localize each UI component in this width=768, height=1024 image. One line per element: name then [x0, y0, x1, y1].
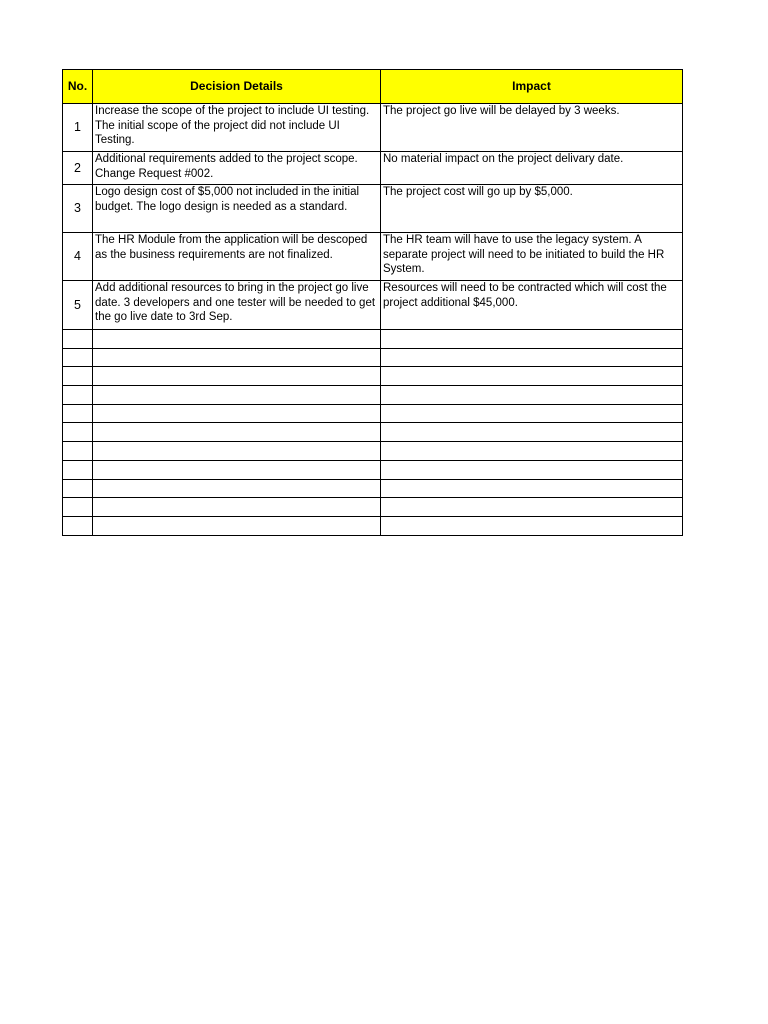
row-number-cell[interactable]: 1	[63, 104, 93, 152]
decision-details-cell[interactable]: The HR Module from the application will be descoped as the business requirements are not finalized.	[93, 233, 381, 281]
table-row	[63, 152, 683, 185]
row-number-cell[interactable]	[63, 460, 93, 479]
impact-cell[interactable]: The HR team will have to use the legacy system. A separate project will need to be initiated to build the HR System.	[381, 233, 683, 281]
impact-cell[interactable]	[381, 516, 683, 535]
table-row	[63, 185, 683, 233]
empty-table-row	[63, 498, 683, 517]
impact-cell[interactable]	[381, 423, 683, 442]
impact-cell[interactable]: The project cost will go up by $5,000.	[381, 185, 683, 233]
decision-details-cell[interactable]: Logo design cost of $5,000 not included in the initial budget. The logo design is needed as a standard.	[93, 185, 381, 233]
impact-cell[interactable]: The project go live will be delayed by 3 weeks.	[381, 104, 683, 152]
empty-table-row	[63, 516, 683, 535]
impact-cell[interactable]	[381, 498, 683, 517]
decision-details-cell[interactable]	[93, 442, 381, 461]
empty-table-row	[63, 348, 683, 367]
header-no[interactable]: No.	[63, 70, 93, 104]
impact-cell[interactable]	[381, 460, 683, 479]
row-number-cell[interactable]: 5	[63, 281, 93, 330]
impact-cell[interactable]	[381, 367, 683, 386]
empty-table-row	[63, 367, 683, 386]
impact-cell[interactable]	[381, 442, 683, 461]
row-number-cell[interactable]	[63, 479, 93, 498]
impact-cell[interactable]	[381, 404, 683, 423]
impact-cell[interactable]: No material impact on the project delivary date.	[381, 152, 683, 185]
empty-table-row	[63, 479, 683, 498]
decision-details-cell[interactable]: Increase the scope of the project to include UI testing. The initial scope of the project did not include UI Testing.	[93, 104, 381, 152]
impact-cell[interactable]	[381, 479, 683, 498]
impact-cell[interactable]	[381, 386, 683, 405]
table-body	[63, 104, 683, 536]
empty-table-row	[63, 442, 683, 461]
header-impact[interactable]: Impact	[381, 70, 683, 104]
decision-details-cell[interactable]	[93, 423, 381, 442]
empty-table-row	[63, 423, 683, 442]
row-number-cell[interactable]	[63, 516, 93, 535]
decision-log-table	[62, 69, 683, 536]
empty-table-row	[63, 404, 683, 423]
impact-cell[interactable]	[381, 348, 683, 367]
decision-details-cell[interactable]: Additional requirements added to the project scope. Change Request #002.	[93, 152, 381, 185]
row-number-cell[interactable]: 2	[63, 152, 93, 185]
row-number-cell[interactable]	[63, 386, 93, 405]
decision-details-cell[interactable]	[93, 479, 381, 498]
table-row	[63, 281, 683, 330]
spreadsheet-page	[62, 69, 682, 536]
row-number-cell[interactable]: 4	[63, 233, 93, 281]
decision-details-cell[interactable]	[93, 460, 381, 479]
row-number-cell[interactable]	[63, 423, 93, 442]
empty-table-row	[63, 386, 683, 405]
table-row	[63, 104, 683, 152]
decision-details-cell[interactable]	[93, 386, 381, 405]
decision-details-cell[interactable]	[93, 330, 381, 349]
decision-details-cell[interactable]	[93, 516, 381, 535]
row-number-cell[interactable]	[63, 348, 93, 367]
row-number-cell[interactable]: 3	[63, 185, 93, 233]
row-number-cell[interactable]	[63, 330, 93, 349]
header-decision-details[interactable]: Decision Details	[93, 70, 381, 104]
row-number-cell[interactable]	[63, 404, 93, 423]
decision-details-cell[interactable]	[93, 404, 381, 423]
row-number-cell[interactable]	[63, 442, 93, 461]
row-number-cell[interactable]	[63, 498, 93, 517]
impact-cell[interactable]	[381, 330, 683, 349]
table-row	[63, 233, 683, 281]
header-row	[63, 70, 683, 104]
decision-details-cell[interactable]: Add additional resources to bring in the project go live date. 3 developers and one tester will be needed to get the go live date to 3rd Sep.	[93, 281, 381, 330]
empty-table-row	[63, 460, 683, 479]
decision-details-cell[interactable]	[93, 498, 381, 517]
row-number-cell[interactable]	[63, 367, 93, 386]
decision-details-cell[interactable]	[93, 367, 381, 386]
empty-table-row	[63, 330, 683, 349]
impact-cell[interactable]: Resources will need to be contracted which will cost the project additional $45,000.	[381, 281, 683, 330]
decision-details-cell[interactable]	[93, 348, 381, 367]
